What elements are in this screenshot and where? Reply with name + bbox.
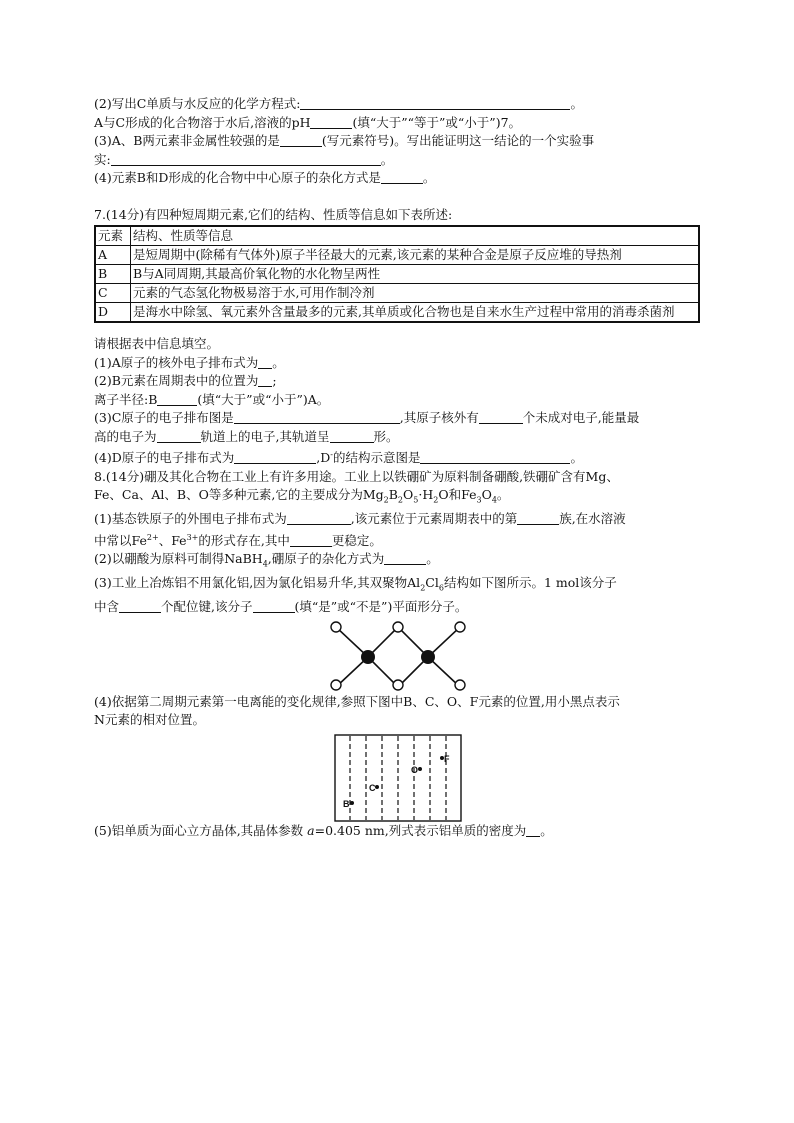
q7-part2: (2)B元素在周期表中的位置为 ;: [94, 373, 277, 388]
answer-blank[interactable]: [234, 450, 316, 464]
q8-part2: (2)以硼酸为原料可制得NaBH$_4$,硼原子的杂化方式为 。: [94, 551, 439, 569]
table-row: A 是短周期中(除稀有气体外)原子半径最大的元素,该元素的某种合金是原子反应堆的导热剂: [95, 246, 699, 265]
answer-blank[interactable]: [479, 410, 523, 424]
q8-part3-cont: 中含 个配位键,该分子 (填“是”或“不是”)平面形分子。: [94, 599, 468, 615]
answer-blank[interactable]: [290, 533, 332, 547]
q6-part2-text: (2)写出C单质与水反应的化学方程式:: [94, 96, 301, 111]
table-row: B B与A同周期,其最高价氧化物的水化物呈两性: [95, 265, 699, 284]
answer-blank[interactable]: [258, 373, 272, 387]
element-info-table: [94, 225, 700, 323]
answer-blank[interactable]: [381, 170, 423, 184]
answer-blank[interactable]: [420, 450, 570, 464]
q8-intro-cont: Fe、Ca、Al、B、O等多种元素,它的主要成分为$Mg_2B_2O_5\cdot H_2O$和$Fe_3O_4$。: [94, 487, 510, 505]
table-header-row: 元素 结构、性质等信息: [95, 226, 699, 246]
table-row: C 元素的气态氢化物极易溶于水,可用作制冷剂: [95, 284, 699, 303]
answer-blank[interactable]: [330, 429, 374, 443]
q6-part2: (2)写出C单质与水反应的化学方程式: 。: [94, 96, 583, 111]
q7-part1: (1)A原子的核外电子排布式为 。: [94, 354, 285, 370]
q7-part3-cont: 高的电子为 轨道上的电子,其轨道呈 形。: [94, 428, 399, 444]
label-c: C: [369, 782, 376, 793]
answer-blank[interactable]: [310, 115, 352, 129]
q7-part3: (3)C原子的电子排布图是 ,其原子核外有 个未成对电子,能量最: [94, 410, 640, 425]
label-b: B: [343, 798, 350, 809]
exam-page: [94, 95, 704, 840]
q6-part4: (4)元素B和D形成的化合物中中心原子的杂化方式是 。: [94, 170, 436, 185]
answer-blank[interactable]: [300, 96, 570, 110]
q8-part3: (3)工业上冶炼铝不用氯化铝,因为氯化铝易升华,其双聚物$Al_2Cl_6$结构如下图所示。1 mol该分子: [94, 575, 617, 593]
q7-fill-instruction: 请根据表中信息填空。: [94, 336, 220, 351]
answer-blank[interactable]: [111, 152, 381, 166]
answer-blank[interactable]: [258, 355, 272, 369]
answer-blank[interactable]: [517, 511, 559, 525]
q6-ph-line: A与C形成的化合物溶于水后,溶液的pH (填“大于”“等于”或“小于”)7。: [94, 114, 522, 130]
answer-blank[interactable]: [234, 410, 400, 424]
answer-blank[interactable]: [253, 599, 295, 613]
q6-part3-cont: 实: 。: [94, 151, 394, 167]
answer-blank[interactable]: [280, 133, 322, 147]
answer-blank[interactable]: [287, 511, 351, 525]
q7-intro: 7.(14分)有四种短周期元素,它们的结构、性质等信息如下表所述:: [94, 206, 453, 222]
al2cl6-structure-diagram: [328, 621, 468, 691]
q8-intro: 8.(14分)硼及其化合物在工业上有许多用途。工业上以铁硼矿为原料制备硼酸,铁硼矿含有Mg、: [94, 468, 619, 484]
table-row: D 是海水中除氢、氧元素外含量最多的元素,其单质或化合物也是自来水生产过程中常用的消毒杀菌剂: [95, 303, 699, 323]
label-o: O: [411, 764, 419, 775]
ionization-energy-figure: [334, 734, 462, 822]
q8-part1: (1)基态铁原子的外围电子排布式为 ,该元素位于元素周期表中的第 族,在水溶液: [94, 511, 626, 527]
q8-part1-cont: 中常以$Fe^{2+}$、$Fe^{3+}$的形式存在,其中 更稳定。: [94, 532, 382, 548]
q8-part5: (5)铝单质为面心立方晶体,其晶体参数 a=0.405 nm,列式表示铝单质的密度为 。: [94, 822, 553, 838]
q8-part4: (4)依据第二周期元素第一电离能的变化规律,参照下图中B、C、O、F元素的位置,用小黑点表示: [94, 693, 620, 709]
q6-part3: (3)A、B两元素非金属性较强的是 (写元素符号)。写出能证明这一结论的一个实验事: [94, 133, 595, 148]
q7-radius: 离子半径:B (填“大于”或“小于”)A。: [94, 391, 330, 407]
answer-blank[interactable]: [526, 823, 540, 837]
al2cl6-structure-figure: [328, 621, 468, 691]
answer-blank[interactable]: [157, 429, 201, 443]
q8-part4-cont: N元素的相对位置。: [94, 712, 205, 728]
ionization-energy-diagram: [334, 734, 462, 822]
q7-part4: (4)D原子的电子排布式为 ,D-的结构示意图是 。: [94, 450, 583, 466]
answer-blank[interactable]: [119, 599, 161, 613]
answer-blank[interactable]: [157, 392, 197, 406]
label-f: F: [444, 753, 450, 764]
answer-blank[interactable]: [384, 551, 426, 565]
